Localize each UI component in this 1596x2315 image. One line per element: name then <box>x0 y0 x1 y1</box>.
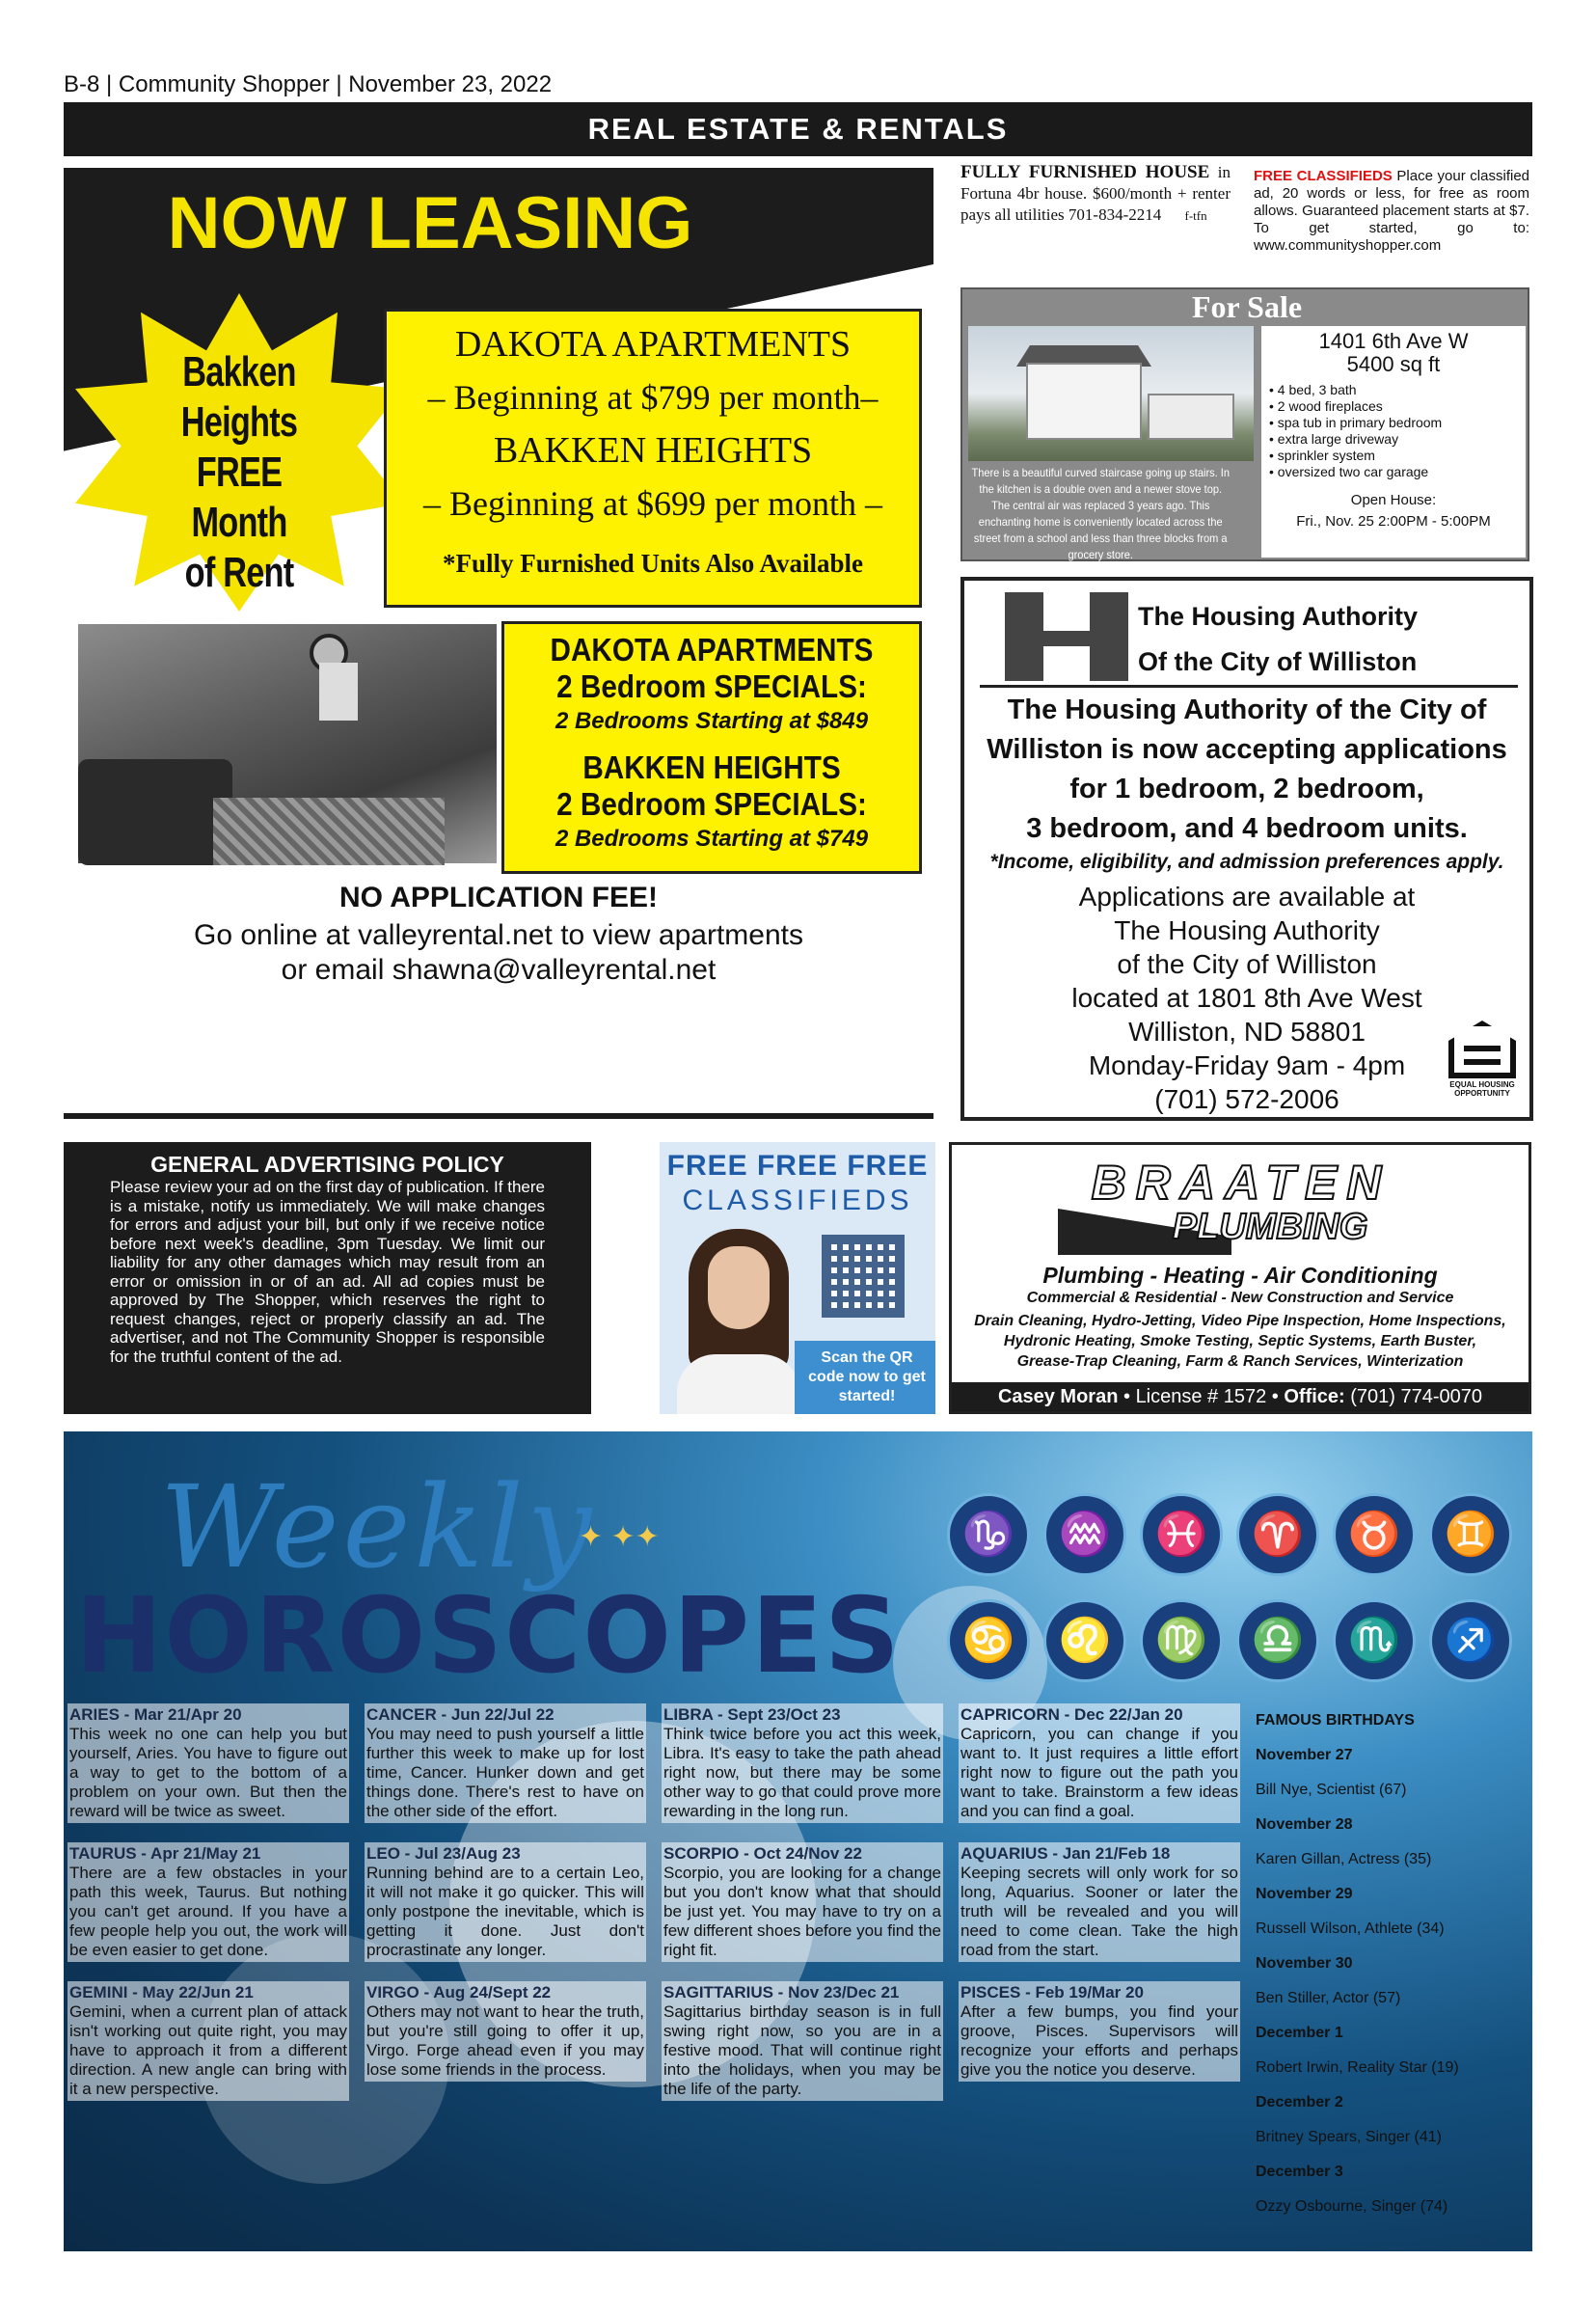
apartment-photo <box>75 621 500 866</box>
scan-instructions: Scan the QR code now to get started! <box>808 1349 926 1404</box>
pricing-heading: BAKKEN HEIGHTS <box>493 430 813 471</box>
sign-text: After a few bumps, you find your groove, Pisces. Supervisors will recognize your efforts and perhaps give you the notice you deserve. <box>960 2002 1238 2079</box>
application-phone: (701) 572-2006 <box>1154 1084 1339 1114</box>
zodiac-signs <box>947 1493 1526 1705</box>
online-line: Go online at valleyrental.net to view apartments <box>193 919 803 951</box>
horoscope-column-3 <box>662 1703 943 2120</box>
page-folio: B-8 | Community Shopper | November 23, 2022 <box>64 71 553 97</box>
weekly-script: Weekly <box>160 1460 596 1593</box>
ad-title: NOW LEASING <box>167 182 693 264</box>
office-address: Office Located at 1418 42nd Street West <box>251 1007 746 1039</box>
housing-authority-logo <box>1005 592 1128 681</box>
capricorn-icon: ♑ <box>947 1493 1030 1576</box>
housing-authority-ad <box>960 577 1533 1121</box>
open-house-time: Fri., Nov. 25 2:00PM - 5:00PM <box>1296 513 1491 530</box>
sign-heading: ARIES - Mar 21/Apr 20 <box>69 1705 242 1724</box>
license-number: License # 1572 <box>1135 1386 1267 1407</box>
service-line: Grease-Trap Cleaning, Farm & Ranch Services, Winterization <box>1016 1353 1464 1370</box>
classified-code: f-tfn <box>1184 208 1207 223</box>
virgo-icon: ♍ <box>1140 1599 1223 1682</box>
office-complex: Dakota Apartment Complex <box>323 1044 674 1076</box>
logo-word: BRAATEN <box>1091 1156 1392 1210</box>
logo-cutout <box>1043 592 1090 631</box>
face <box>708 1246 770 1329</box>
house-address: 1401 6th Ave W <box>1318 329 1469 353</box>
free-classifieds-notice <box>1254 168 1529 255</box>
application-line: of the City of Williston <box>1117 949 1377 979</box>
leo-icon: ♌ <box>1043 1599 1126 1682</box>
office-phone: (701) 774-0070 <box>1350 1386 1483 1407</box>
service-line: Hydronic Heating, Smoke Testing, Septic Systems, Earth Buster, <box>1003 1333 1477 1349</box>
horoscopes-section <box>64 1431 1532 2251</box>
online-info <box>64 918 933 988</box>
sign-text: Others may not want to hear the truth, but you're still going to offer it up, Virgo. Forge ahead even if you may lose some friends in the process. <box>366 2002 644 2079</box>
open-house-label: Open House: <box>1350 492 1437 508</box>
sign-heading: CANCER - Jun 22/Jul 22 <box>366 1705 555 1724</box>
application-line: Applications are available at <box>1078 882 1416 912</box>
horoscope-column-1 <box>68 1703 349 2120</box>
birthday-date: November 29 <box>1256 1886 1353 1902</box>
divider <box>980 685 1518 688</box>
free-classifieds-ad <box>660 1142 935 1414</box>
specials-heading: DAKOTA APARTMENTS <box>550 632 874 667</box>
horoscope-columns <box>68 1703 1528 2244</box>
birthday-name: Ozzy Osbourne, Singer (74) <box>1256 2198 1448 2215</box>
starburst-text <box>156 347 322 598</box>
feature-item: • 4 bed, 3 bath <box>1269 382 1518 398</box>
burst-line: Heights <box>180 398 298 446</box>
woman-photo <box>677 1229 800 1414</box>
sign-text: Sagittarius birthday season is in full swing right now, so you are in a festive mood. That will continue right into the holidays, when you may be the life of the party. <box>663 2002 941 2098</box>
eho-bar <box>1464 1059 1501 1065</box>
application-line: Williston, ND 58801 <box>1128 1017 1366 1047</box>
logo-word: PLUMBING <box>1172 1207 1368 1247</box>
libra-icon: ♎ <box>1236 1599 1319 1682</box>
sign-heading: GEMINI - May 22/Jun 21 <box>69 1983 254 2002</box>
braaten-logo <box>1058 1149 1424 1259</box>
burst-line: FREE Month <box>191 449 287 546</box>
authority-name-line: The Housing Authority <box>1138 602 1418 631</box>
sign-text: Think twice before you act this week, Libra. It's easy to take the path ahead right now, but there may be some other way to go that could prove more rewarding in the long run. <box>663 1725 941 1820</box>
birthday-name: Ben Stiller, Actor (57) <box>1256 1990 1401 2006</box>
braaten-services <box>952 1311 1528 1372</box>
braaten-subline: Commercial & Residential - New Construction and Service <box>1026 1290 1454 1306</box>
shirt <box>677 1354 800 1414</box>
for-sale-ad <box>960 287 1529 561</box>
sign-heading: SCORPIO - Oct 24/Nov 22 <box>663 1844 862 1863</box>
eligibility-note: *Income, eligibility, and admission preferences apply. <box>989 851 1504 873</box>
office-phone: 701-572-7612 <box>417 1080 581 1112</box>
house-details <box>1261 326 1526 558</box>
specials-box <box>501 621 922 874</box>
birthday-name: Karen Gillan, Actress (35) <box>1256 1851 1432 1867</box>
office-info <box>64 1005 933 1115</box>
eho-bar <box>1464 1046 1501 1051</box>
horoscope-column-4 <box>959 1703 1240 2101</box>
classified-body: in Fortuna 4br house. $600/month + renter pays all utilities 701-834-2214 <box>960 163 1231 224</box>
sagittarius-icon: ♐ <box>1429 1599 1512 1682</box>
birthday-name: Britney Spears, Singer (41) <box>1256 2129 1442 2145</box>
horoscope-column-2 <box>365 1703 646 2101</box>
pricing-box <box>384 309 922 608</box>
announcement-line: 3 bedroom, and 4 bedroom units. <box>1026 813 1468 844</box>
house-size: 5400 sq ft <box>1346 352 1441 376</box>
classified-heading: FULLY FURNISHED HOUSE <box>960 162 1210 182</box>
authority-announcement <box>964 691 1529 849</box>
birthday-name: Bill Nye, Scientist (67) <box>1256 1782 1407 1798</box>
equal-housing-icon <box>1443 1021 1522 1098</box>
policy-heading: GENERAL ADVERTISING POLICY <box>150 1152 504 1177</box>
aries-icon: ♈ <box>1236 1493 1319 1576</box>
birthday-date: December 2 <box>1256 2094 1343 2111</box>
feature-list <box>1269 382 1518 480</box>
specials-price: 2 Bedrooms Starting at $749 <box>555 826 869 852</box>
house-caption: There is a beautiful curved staircase going up stairs. In the kitchen is a double oven and a newer stove top. The central air was replaced 3 years ago. This enchanting home is conveniently located across the street from a school and less than three blocks from a grocery store. <box>971 466 1231 561</box>
birthday-date: December 1 <box>1256 2025 1343 2041</box>
house-photo <box>968 326 1254 461</box>
specials-heading: 2 Bedroom SPECIALS: <box>556 668 867 704</box>
burst-line: of Rent <box>184 549 294 596</box>
qr-code[interactable] <box>822 1235 905 1318</box>
feature-item: • sprinkler system <box>1269 448 1518 464</box>
birthday-date: November 30 <box>1256 1955 1353 1972</box>
open-house <box>1269 490 1518 532</box>
for-sale-title: For Sale <box>1191 289 1303 324</box>
birthday-name: Russell Wilson, Athlete (34) <box>1256 1920 1445 1937</box>
window <box>319 663 358 721</box>
pisces-icon: ♓ <box>1140 1493 1223 1576</box>
famous-birthdays <box>1256 1703 1487 2224</box>
house-garage <box>1148 394 1234 440</box>
pricing-line: – Beginning at $699 per month – <box>423 484 882 523</box>
braaten-footer: Casey Moran • License # 1572 • Office: (701) 774-0070 <box>952 1382 1528 1411</box>
sign-text: Keeping secrets will only work for so long, Aquarius. Sooner or later the truth will be revealed and you will need to come clean. Take the high road from the start. <box>960 1864 1238 1959</box>
now-leasing-ad <box>64 168 933 1119</box>
sign-text: Capricorn, you can change if you want to. It just requires a little effort right now to figure out the path you want to take. Brainstorm a few ideas and you can find a goal. <box>960 1725 1238 1820</box>
sign-heading: LEO - Jul 23/Aug 23 <box>366 1844 521 1863</box>
feature-item: • extra large driveway <box>1269 431 1518 448</box>
burst-line: Bakken <box>182 348 296 395</box>
feature-item: • 2 wood fireplaces <box>1269 398 1518 415</box>
free-ad-heading: FREE FREE FREE <box>666 1150 929 1182</box>
notice-heading: FREE CLASSIFIEDS <box>1254 168 1393 184</box>
sign-heading: VIRGO - Aug 24/Sept 22 <box>366 1983 552 2002</box>
sign-text: There are a few obstacles in your path this week, Taurus. But nothing you can't get around. If you have a few people help you out, the work will be even easier to get done. <box>69 1864 347 1959</box>
birthday-date: November 27 <box>1256 1747 1353 1763</box>
scorpio-icon: ♏ <box>1333 1599 1416 1682</box>
free-ad-subheading: CLASSIFIEDS <box>682 1185 913 1216</box>
horoscopes-title: HOROSCOPES <box>75 1576 902 1697</box>
section-header: REAL ESTATE & RENTALS <box>64 102 1532 156</box>
announcement-line: The Housing Authority of the City of <box>1007 694 1487 725</box>
feature-item: • spa tub in primary bedroom <box>1269 415 1518 431</box>
pricing-heading: DAKOTA APARTMENTS <box>454 324 852 365</box>
sign-heading: TAURUS - Apr 21/May 21 <box>69 1844 261 1863</box>
specials-price: 2 Bedrooms Starting at $849 <box>555 708 869 734</box>
sign-heading: CAPRICORN - Dec 22/Jan 20 <box>960 1705 1183 1724</box>
sign-text: Running behind are to a certain Leo, it will not make it go quicker. This will only postpone the inevitable, which is getting it done. Just don't procrastinate any longer. <box>366 1864 644 1959</box>
birthday-name: Robert Irwin, Reality Star (19) <box>1256 2059 1459 2076</box>
house-body <box>1026 363 1142 440</box>
birthday-date: December 3 <box>1256 2164 1343 2180</box>
notice-body: Place your classified ad, 20 words or less, for free as room allows. Guaranteed placement starts at $7. To get started, go to: www.communityshopper.com <box>1254 168 1530 254</box>
authority-name <box>1138 594 1524 685</box>
stars-icon: ✦ ✦✦ <box>579 1521 660 1553</box>
sign-heading: SAGITTARIUS - Nov 23/Dec 21 <box>663 1983 900 2002</box>
advertising-policy <box>64 1142 591 1414</box>
sign-text: You may need to push yourself a little further this week to make up for lost time, Cancer. Hunker down and get things done. There's rest to have on the other side of the effort. <box>366 1725 644 1820</box>
aquarius-icon: ♒ <box>1043 1493 1126 1576</box>
office-label: Office: <box>1284 1386 1345 1407</box>
feature-item: • oversized two car garage <box>1269 464 1518 480</box>
furnished-house-classified <box>960 162 1231 227</box>
pricing-line: – Beginning at $799 per month– <box>427 378 879 417</box>
gemini-icon: ♊ <box>1429 1493 1512 1576</box>
contact-name: Casey Moran <box>997 1386 1119 1407</box>
birthday-date: November 28 <box>1256 1816 1353 1833</box>
no-fee-text: NO APPLICATION FEE! <box>339 882 658 913</box>
announcement-line: for 1 bedroom, 2 bedroom, <box>1069 774 1424 804</box>
rug <box>213 798 445 865</box>
braaten-plumbing-ad <box>949 1142 1531 1414</box>
sign-heading: PISCES - Feb 19/Mar 20 <box>960 1983 1144 2002</box>
eho-label: EQUAL HOUSING OPPORTUNITY <box>1449 1080 1515 1098</box>
sofa <box>78 759 232 865</box>
pricing-note: *Fully Furnished Units Also Available <box>442 549 864 578</box>
specials-heading: BAKKEN HEIGHTS <box>582 749 841 785</box>
cancer-icon: ♋ <box>947 1599 1030 1682</box>
service-line: Drain Cleaning, Hydro-Jetting, Video Pipe Inspection, Home Inspections, <box>974 1313 1506 1329</box>
email-line: or email shawna@valleyrental.net <box>281 954 717 986</box>
sign-heading: LIBRA - Sept 23/Oct 23 <box>663 1705 841 1724</box>
authority-name-line: Of the City of Williston <box>1138 647 1418 676</box>
application-hours: Monday-Friday 9am - 4pm <box>1088 1050 1406 1080</box>
announcement-line: Williston is now accepting applications <box>987 734 1507 765</box>
application-line: located at 1801 8th Ave West <box>1071 983 1422 1013</box>
sign-heading: AQUARIUS - Jan 21/Feb 18 <box>960 1844 1171 1863</box>
sign-text: Scorpio, you are looking for a change but you don't know what that should be just yet. You may have to try on a few different shoes before you find the right fit. <box>663 1864 941 1959</box>
sign-text: Gemini, when a current plan of attack isn't working out quite right, you may have to approach it from a different direction. A new angle can bring with it a new perspective. <box>69 2002 347 2098</box>
logo-cutout <box>1043 646 1090 681</box>
taurus-icon: ♉ <box>1333 1493 1416 1576</box>
sign-text: This week no one can help you but yourself, Aries. You have to figure out a way to get to the bottom of a problem on your own. But then the reward will be twice as sweet. <box>69 1725 347 1820</box>
famous-heading: FAMOUS BIRTHDAYS <box>1256 1712 1415 1729</box>
braaten-tagline: Plumbing - Heating - Air Conditioning <box>1042 1263 1438 1288</box>
policy-body: Please review your ad on the first day of publication. If there is a mistake, notify us immediately. We will make changes for errors and adjust your bill, but only if we receive notice before next week's deadline, 3pm Tuesday. We limit our liability for any other damages which may result from an error or omission in or of an ad. All ad copies must be approved by The Shopper, which reserves the right to request changes, reject or properly classify an ad. The advertiser, and not The Community Shopper is responsible for the truthful content of the ad. <box>110 1178 545 1366</box>
application-line: The Housing Authority <box>1114 915 1380 945</box>
specials-heading: 2 Bedroom SPECIALS: <box>556 786 867 822</box>
